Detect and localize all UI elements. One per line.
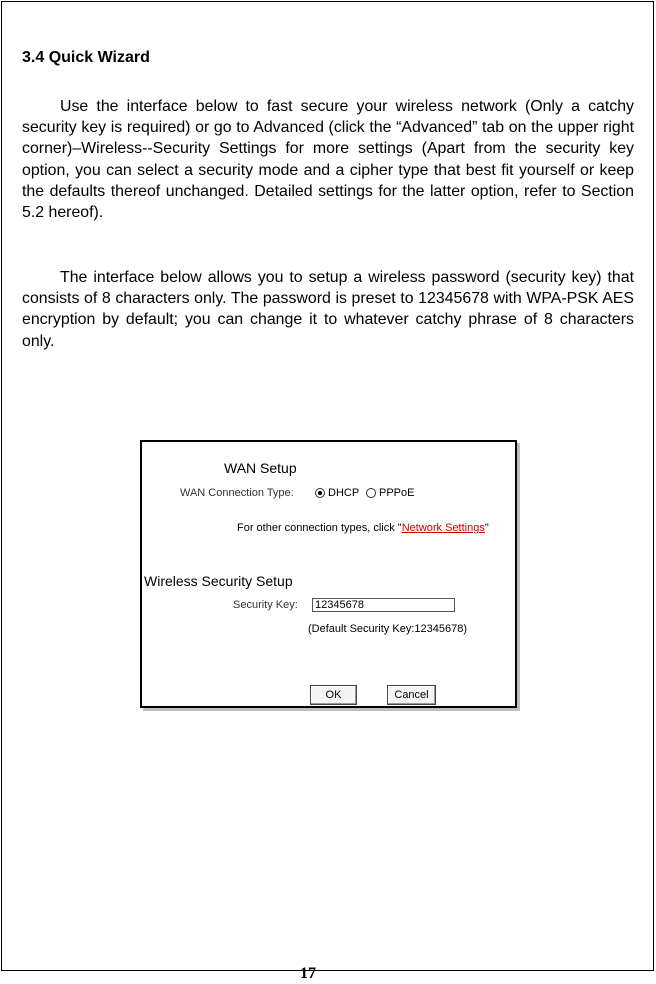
- other-connection-types-text: [237, 522, 489, 534]
- ok-button[interactable]: OK: [310, 685, 357, 705]
- pppoe-option-label: PPPoE: [379, 487, 415, 499]
- quick-wizard-screenshot: [140, 440, 517, 708]
- cancel-button[interactable]: Cancel: [387, 685, 436, 705]
- other-types-label: For other connection types, click: [237, 522, 398, 534]
- password-paragraph: The interface below allows you to setup a wireless password (security key) that consists of 8 characters only. The password is preset to 12345678 with WPA-PSK AES encryption by default; you can change it to whatever catchy phrase of 8 characters only.: [22, 269, 634, 350]
- section-heading: 3.4 Quick Wizard: [22, 49, 150, 66]
- security-key-label: Security Key:: [233, 599, 298, 611]
- page-number: 17: [300, 965, 316, 982]
- dhcp-option-label: DHCP: [328, 487, 360, 499]
- quote-close: ": [484, 522, 489, 534]
- intro-paragraph: Use the interface below to fast secure your wireless network (Only a catchy security key is required) or go to Advanced (click the “Advanced” tab on the upper right corner)–Wireless--Security Settings for more settings (Apart from the security key option, you can select a security mode and a cipher type that best fit yourself or keep the defaults thereof unchanged. Detailed settings for the latter option, refer to Section 5.2 hereof).: [22, 98, 634, 222]
- network-settings-link[interactable]: Network Settings: [401, 522, 485, 534]
- wan-setup-title: WAN Setup: [224, 460, 297, 476]
- pppoe-radio[interactable]: [366, 488, 376, 498]
- quote-open: ": [397, 522, 402, 534]
- dhcp-radio[interactable]: [315, 488, 325, 498]
- security-key-input[interactable]: 12345678: [312, 598, 455, 612]
- default-key-note: (Default Security Key:12345678): [308, 623, 467, 635]
- wan-connection-type-label: WAN Connection Type:: [180, 487, 294, 499]
- wireless-security-title: Wireless Security Setup: [144, 573, 293, 589]
